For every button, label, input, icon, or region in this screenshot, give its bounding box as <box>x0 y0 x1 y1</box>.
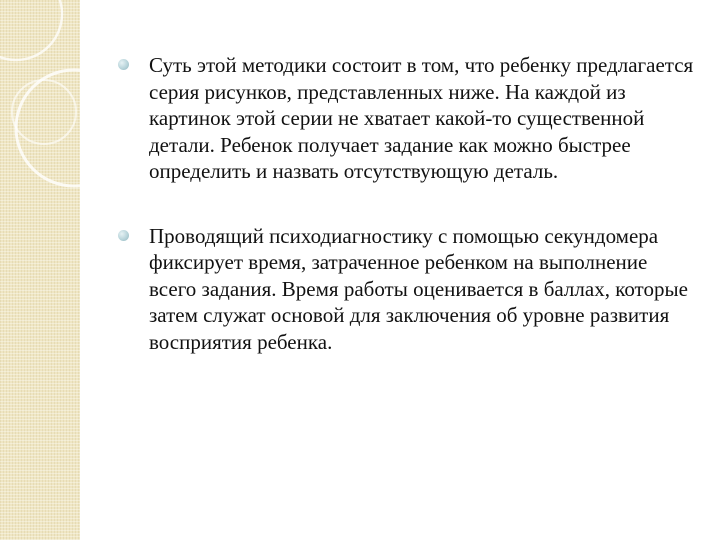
decorative-ring-top <box>0 0 62 60</box>
bullet-item <box>118 52 698 185</box>
bullet-item <box>118 223 698 356</box>
decorative-side-band <box>0 0 80 540</box>
bullet-text: Проводящий психодиагностику с помощью секундомера фиксирует время, затраченное ребенком на выполнение всего задания. Время работы оценивается в баллах, которые затем служат основой для заключения об уровне развития восприятия ребенка. <box>149 223 688 354</box>
slide-content <box>118 52 698 393</box>
bullet-dot-icon <box>118 230 129 241</box>
decorative-ring-inner <box>12 80 76 144</box>
decorative-rings-graphic <box>0 0 80 540</box>
bullet-dot-icon <box>118 59 129 70</box>
decorative-ring-middle <box>16 70 80 186</box>
bullet-text: Суть этой методики состоит в том, что ребенку предлагается серия рисунков, представленных ниже. На каждой из картинок этой серии не хватает какой-то существенной детали. Ребенок получает задание как можно быстрее определить и назвать отсутствующую деталь. <box>149 53 694 183</box>
